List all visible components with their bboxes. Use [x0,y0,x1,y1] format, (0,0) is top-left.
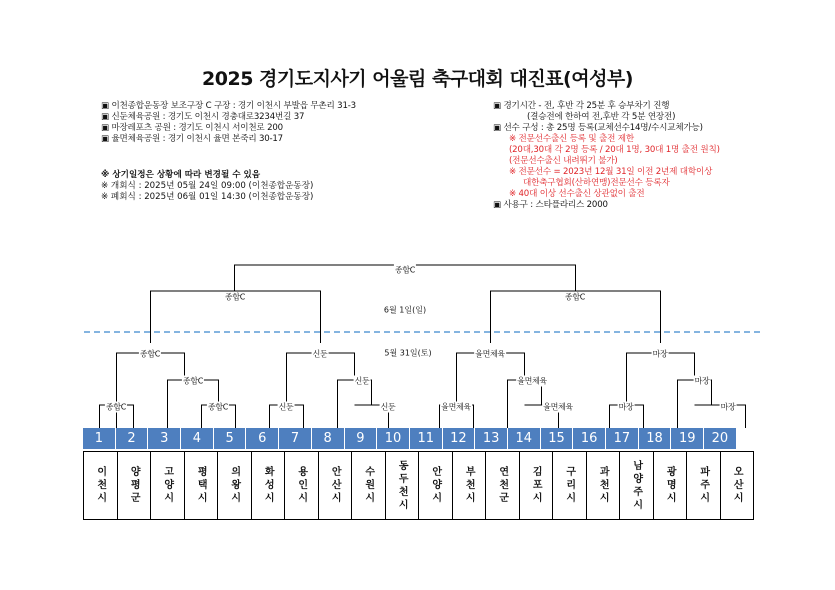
match-label: 종합C [182,376,204,386]
team-name: 용인시 [295,466,307,505]
team-number: 13 [475,428,508,449]
team-cell [620,452,654,520]
match-label: 마장 [720,402,736,412]
team-number: 5 [214,428,247,449]
match-label: 신둔 [278,402,294,412]
team-number-row [83,428,737,449]
team-name: 양평군 [128,466,140,505]
team-cell [118,452,152,520]
team-cell [453,452,487,520]
age-note: ※ 40대 이상 선수출신 상관없이 출전 [509,189,645,199]
restriction-detail: (20대,30대 각 2명 등록 / 20대 1명, 30대 1명 출전 원칙) [509,145,720,155]
venue-item: ▣ 신둔체육공원 : 경기도 이천시 경충대로3234번길 37 [101,112,305,122]
team-number: 15 [541,428,574,449]
match-label: 종합C [207,402,229,412]
team-name: 화성시 [262,466,274,505]
team-cell [486,452,520,520]
team-name: 오산시 [731,466,743,505]
venue-item: ▣ 이천종합운동장 보조구장 C 구장 : 경기 이천시 부발읍 무촌리 31-3 [101,101,356,111]
date-final-round: 6월 1일(일) [383,305,427,315]
team-cell [721,452,755,520]
match-label: 신둔 [354,376,370,386]
team-name: 고양시 [161,466,173,505]
team-cell [687,452,721,520]
team-cell [84,452,118,520]
team-number: 19 [671,428,704,449]
match-label: 마장 [618,402,634,412]
team-cell [654,452,688,520]
venue-item: ▣ 율면체육공원 : 경기 이천시 율면 본죽리 30-17 [101,134,283,144]
team-name: 과천시 [597,466,609,505]
team-cell [553,452,587,520]
change-notice: ※ 상기일정은 상황에 따라 변경될 수 있음 [101,170,261,180]
restriction-note: ※ 전문선수출신 등록 및 출전 제한 [509,134,634,144]
team-cell [319,452,353,520]
team-name: 부천시 [463,466,475,505]
match-label-final: 종합C [394,265,416,275]
team-cell [520,452,554,520]
team-name: 안산시 [329,466,341,505]
team-number: 17 [606,428,639,449]
match-label: 마장 [652,349,668,359]
team-number: 20 [704,428,737,449]
team-number: 3 [148,428,181,449]
team-number: 4 [181,428,214,449]
match-label: 신둔 [380,402,396,412]
team-cell [587,452,621,520]
team-number: 1 [83,428,116,449]
team-number: 12 [443,428,476,449]
team-cell [252,452,286,520]
team-number: 7 [279,428,312,449]
team-name: 의왕시 [228,466,240,505]
team-name-row [83,451,754,520]
venue-item: ▣ 마장레포츠 공원 : 경기도 이천시 서이천로 200 [101,123,283,133]
team-name: 이천시 [94,466,106,505]
team-name: 구리시 [563,466,575,505]
definition-detail: 대한축구협회(산하연맹)전문선수 등록자 [523,178,670,188]
match-label: 율면체육 [543,402,573,412]
match-label: 신둔 [312,349,328,359]
team-name: 수원시 [362,466,374,505]
match-label: 마장 [694,376,710,386]
match-label-semi: 종합C [564,292,586,302]
team-number: 10 [377,428,410,449]
match-label: 율면체육 [475,349,505,359]
team-cell [218,452,252,520]
player-composition: ▣ 선수 구성 : 총 25명 등록(교체선수14명/수시교체가능) [493,123,703,133]
team-name: 동두천시 [396,459,408,512]
closing-ceremony: ※ 폐회식 : 2025년 06월 01일 14:30 (이천종합운동장) [101,192,314,202]
match-label: 율면체육 [441,402,471,412]
team-cell [419,452,453,520]
team-cell [185,452,219,520]
team-cell [352,452,386,520]
match-label: 율면체육 [517,376,547,386]
team-number: 9 [345,428,378,449]
opening-ceremony: ※ 개회식 : 2025년 05월 24일 09:00 (이천종합운동장) [101,181,314,191]
team-name: 광명시 [664,466,676,505]
team-name: 파주시 [697,466,709,505]
team-cell [285,452,319,520]
date-early-round: 5월 31일(토) [384,348,432,358]
team-name: 안양시 [429,466,441,505]
match-ball: ▣ 사용구 : 스타플라리스 2000 [493,200,608,210]
team-cell [151,452,185,520]
match-label: 종합C [139,349,161,359]
restriction-detail: (전문선수출신 내려뛰기 불가) [509,156,618,166]
team-name: 연천군 [496,466,508,505]
team-number: 18 [639,428,672,449]
team-number: 14 [508,428,541,449]
page-title: 2025 경기도지사기 어울림 축구대회 대진표(여성부) [202,68,633,90]
match-label: 종합C [105,402,127,412]
team-number: 2 [116,428,149,449]
team-number: 6 [246,428,279,449]
team-name: 김포시 [530,466,542,505]
team-number: 16 [573,428,606,449]
team-name: 남양주시 [630,459,642,512]
definition-note: ※ 전문선수 = 2023년 12월 31일 이전 2년제 대학이상 [509,167,713,177]
team-name: 평택시 [195,466,207,505]
match-time-sub: (결승전에 한하여 전,후반 각 5분 연장전) [527,112,676,122]
match-label-semi: 종합C [224,292,246,302]
match-time: ▣ 경기시간 - 전, 후반 각 25분 후 승부차기 진행 [493,101,670,111]
team-number: 11 [410,428,443,449]
team-number: 8 [312,428,345,449]
team-cell [386,452,420,520]
